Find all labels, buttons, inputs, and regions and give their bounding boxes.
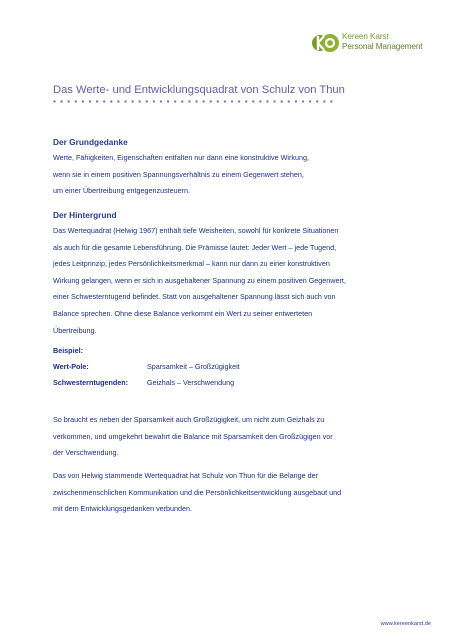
logo-name: Kereen Karst [342,32,389,41]
divider-dot [295,100,297,102]
text-line: der Verschwendung. [53,448,119,458]
divider-dot [316,100,318,102]
divider-dot [224,100,226,102]
example-value-wert-pole: Sparsamkeit – Großzügigkeit [147,362,240,371]
example-label-wert-pole: Wert-Pole: [53,362,89,371]
example-label-schwesterntugenden: Schwesterntugenden: [53,378,129,387]
text-line: mit dem Entwicklungsgedanken verbunden. [53,504,193,514]
text-line: jedes Leitprinzip, jedes Persönlichkeitsmerkmal – kann nur dann zu einer konstruktiven [53,259,330,269]
text-line: zwischenmenschlichen Kommunikation und die Persönlichkeitsentwicklung ausgebaut und [53,487,342,497]
section-heading-hintergrund: Der Hintergrund [53,210,117,220]
divider-dot [266,100,268,102]
divider-dot [153,100,155,102]
divider-dot [103,100,105,102]
divider-dot [110,100,112,102]
divider-dot [273,100,275,102]
text-line: Das Wertequadrat (Helwig 1967) enthält tiefe Weisheiten, sowohl für konkrete Situationen [53,226,339,235]
logo-wordmark [342,32,422,52]
divider-dot [330,100,332,102]
divider-dot [238,100,240,102]
text-line: wenn sie in einem positiven Spannungsverhältnis zu einem Gegenwert stehen, [53,169,304,179]
text-line: als auch für die gesamte Lebensführung. Die Prämisse lautet: Jeder Wert – jede Tugend, [53,242,337,252]
text-line: verkommen, und umgekehrt bewahrt die Balance mit Sparsamkeit den Großzügigen vor [53,431,333,441]
divider-dot [124,100,126,102]
text-line: Übertreibung. [53,325,97,335]
text-line: Balance sprechen. Ohne diese Balance verkommt ein Wert zu seiner entwerteten [53,308,313,318]
section-body-grundgedanke [53,150,423,200]
divider-dot [174,100,176,102]
divider-dot [96,100,98,102]
divider-dot [68,100,70,102]
example-heading: Beispiel: [53,346,83,355]
divider-dot [131,100,133,102]
page-title: Das Werte- und Entwicklungsquadrat von Schulz von Thun [53,84,345,96]
divider-dot [202,100,204,102]
divider-dot [188,100,190,102]
text-line: Das von Helwig stammende Wertequadrat hat Schulz von Thun für die Belange der [53,471,319,480]
text-line: einer Schwesterntugend befindet. Statt von ausgehaltener Spannung lässt sich auch von [53,292,336,302]
divider-dot [302,100,304,102]
divider-dot [195,100,197,102]
divider-dot [82,100,84,102]
divider-dot [245,100,247,102]
section-body-hintergrund [53,223,423,339]
text-line: Werte, Fähigkeiten, Eigenschaften entfalten nur dann eine konstruktive Wirkung, [53,153,309,162]
divider-dot [53,100,55,102]
divider-dot [231,100,233,102]
divider-dot [139,100,141,102]
footer-website-link[interactable]: www.kereenkarst.de [380,621,431,627]
divider-dot [75,100,77,102]
divider-dot [117,100,119,102]
divider-dot [323,100,325,102]
text-line: Wirkung gelangen, wenn er sich in ausgehaltener Spannung zu einem positiven Gegenwert, [53,275,346,285]
company-logo [312,30,432,56]
text-line: So braucht es neben der Sparsamkeit auch Großzügigkeit, um nicht zum Geizhals zu [53,415,325,424]
text-line: um einer Übertreibung entgegenzusteuern. [53,186,191,196]
kk-logo-icon [312,30,340,56]
divider-dot [252,100,254,102]
logo-tagline: Personal Management [342,42,423,51]
divider-dot [281,100,283,102]
divider-dot [146,100,148,102]
divider-dot [217,100,219,102]
divider-dot [160,100,162,102]
paragraph-helwig [53,468,423,518]
dotted-divider [53,100,335,103]
paragraph-balance [53,412,423,462]
divider-dot [89,100,91,102]
divider-dot [181,100,183,102]
divider-dot [288,100,290,102]
divider-dot [259,100,261,102]
example-value-schwesterntugenden: Geizhals – Verschwendung [147,378,235,387]
divider-dot [210,100,212,102]
section-heading-grundgedanke: Der Grundgedanke [53,137,128,147]
divider-dot [60,100,62,102]
divider-dot [309,100,311,102]
divider-dot [167,100,169,102]
